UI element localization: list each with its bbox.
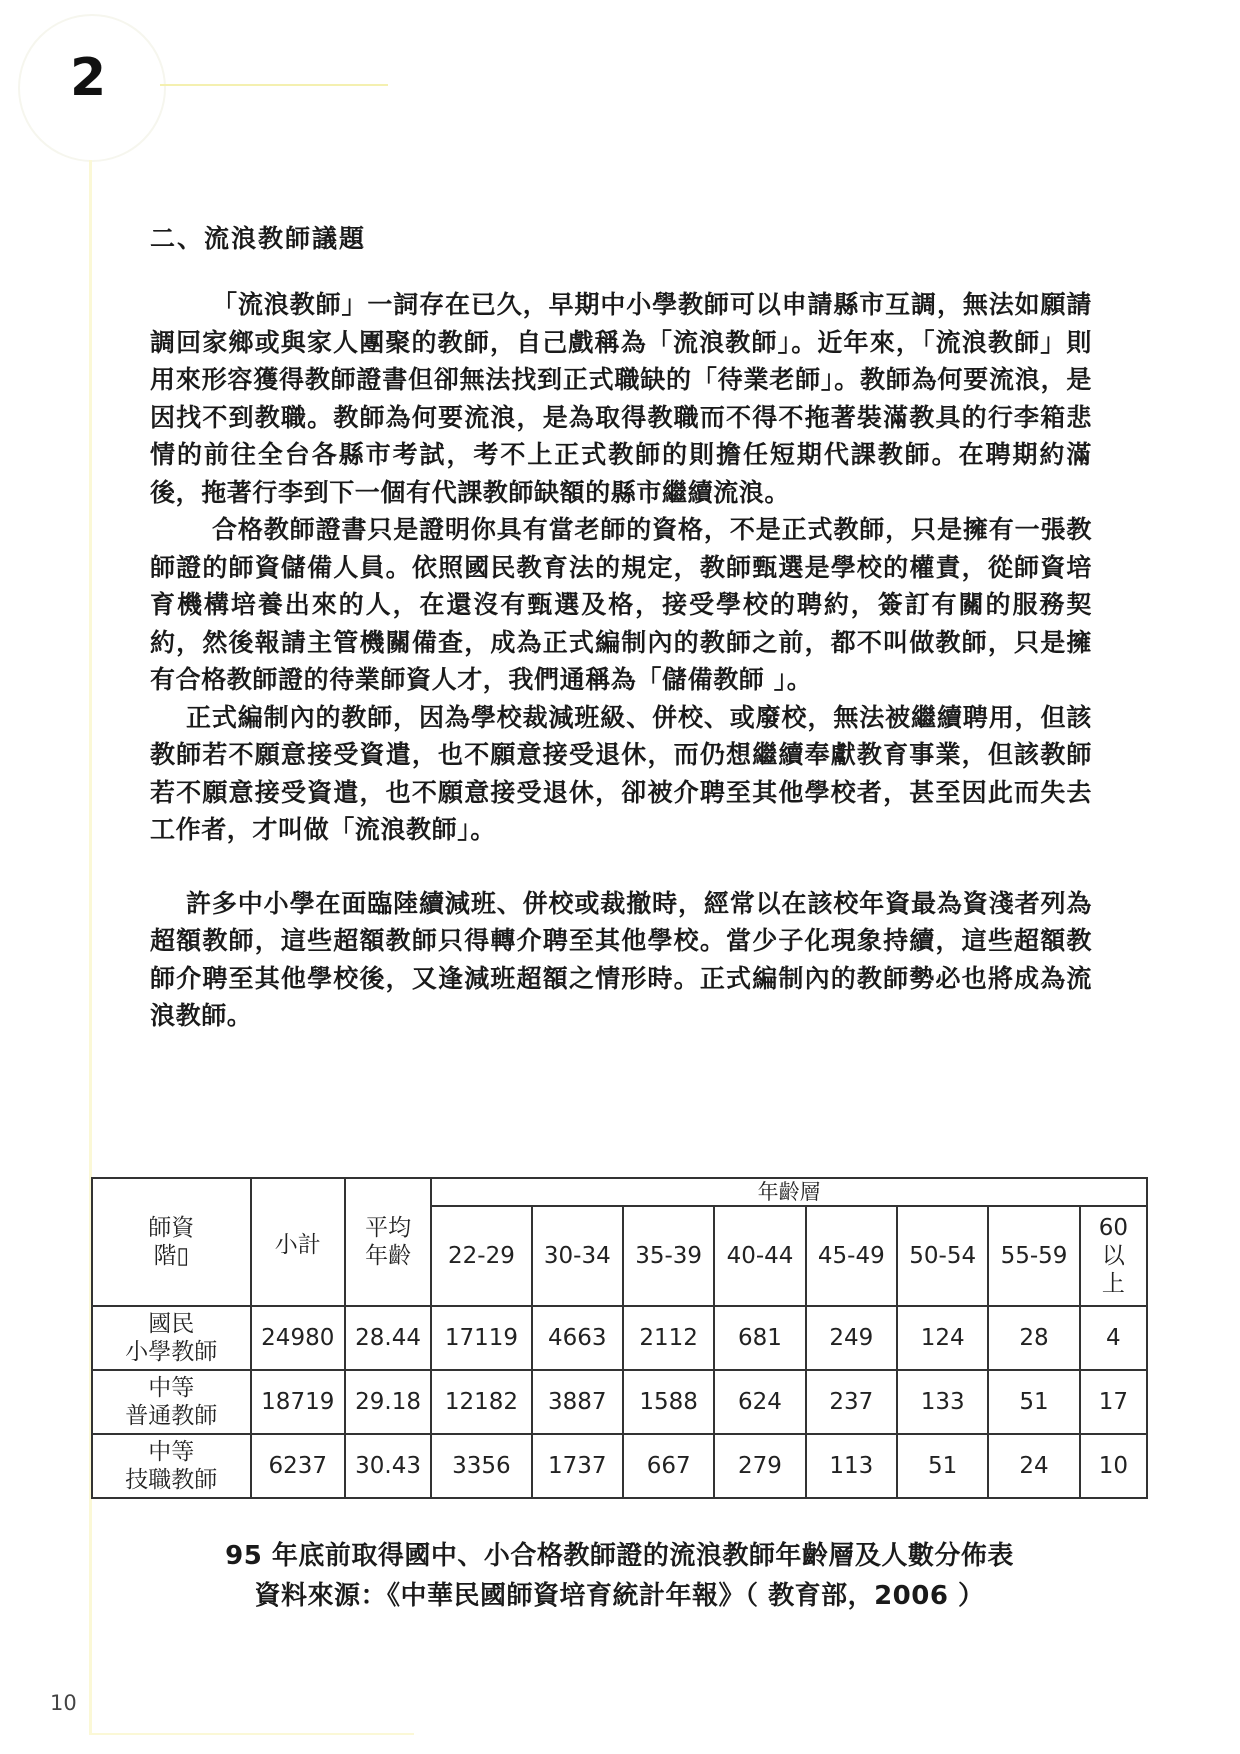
table-cell: 4 bbox=[1080, 1306, 1147, 1370]
table-cell: 249 bbox=[806, 1306, 897, 1370]
table-cell: 3356 bbox=[431, 1434, 531, 1498]
header-average-age-line1: 平均 bbox=[365, 1215, 412, 1241]
header-age-bin-60-plus-line2: 以 bbox=[1101, 1243, 1125, 1269]
row-label-line1: 中等 bbox=[148, 1439, 195, 1465]
header-rule bbox=[160, 84, 388, 86]
distribution-table-wrapper bbox=[91, 1177, 1148, 1499]
row-label bbox=[92, 1370, 251, 1434]
page-number: 10 bbox=[50, 1691, 77, 1715]
paragraph-1: 「流浪教師」一詞存在已久，早期中小學教師可以申請縣市互調，無法如願請調回家鄉或與家人團聚的教師，自己戲稱為「流浪教師」。近年來，「流浪教師」則用來形容獲得教師證書但卻無法找到正式職缺的「待業老師」。教師為何要流浪，是因找不到教職。教師為何要流浪，是為取得教職而不得不拖著裝滿教具的行李箱悲情的前往全台各縣市考試，考不上正式教師的則擔任短期代課教師。在聘期約滿後，拖著行李到下一個有代課教師缺額的縣市繼續流浪。 bbox=[150, 290, 1092, 507]
table-cell: 24980 bbox=[251, 1306, 345, 1370]
table-cell: 51 bbox=[988, 1370, 1079, 1434]
section-title: 二、流浪教師議題 bbox=[150, 224, 367, 253]
table-cell: 51 bbox=[897, 1434, 988, 1498]
header-teacher-level-line2: 階▯ bbox=[153, 1243, 190, 1269]
header-age-bin: 35-39 bbox=[623, 1206, 714, 1306]
header-teacher-level bbox=[92, 1178, 251, 1306]
row-label bbox=[92, 1434, 251, 1498]
header-average-age-line2: 年齡 bbox=[365, 1243, 412, 1269]
table-caption bbox=[91, 1536, 1148, 1616]
table-cell: 17119 bbox=[431, 1306, 531, 1370]
table-cell: 4663 bbox=[532, 1306, 623, 1370]
header-average-age bbox=[345, 1178, 431, 1306]
header-age-group: 年齡層 bbox=[431, 1178, 1147, 1206]
table-cell: 12182 bbox=[431, 1370, 531, 1434]
header-age-bin: 30-34 bbox=[532, 1206, 623, 1306]
row-label-line1: 中等 bbox=[148, 1375, 195, 1401]
header-age-bin: 50-54 bbox=[897, 1206, 988, 1306]
distribution-table bbox=[91, 1177, 1148, 1499]
article-body bbox=[150, 218, 1092, 1035]
table-cell: 667 bbox=[623, 1434, 714, 1498]
table-cell: 18719 bbox=[251, 1370, 345, 1434]
table-row bbox=[92, 1370, 1147, 1434]
header-subtotal: 小計 bbox=[251, 1178, 345, 1306]
table-cell: 30.43 bbox=[345, 1434, 431, 1498]
header-age-bin-60-plus bbox=[1080, 1206, 1147, 1306]
table-cell: 28 bbox=[988, 1306, 1079, 1370]
table-cell: 1588 bbox=[623, 1370, 714, 1434]
table-cell: 279 bbox=[714, 1434, 805, 1498]
table-cell: 17 bbox=[1080, 1370, 1147, 1434]
row-label-line2: 普通教師 bbox=[125, 1403, 218, 1429]
table-cell: 6237 bbox=[251, 1434, 345, 1498]
table-caption-title: 95 年底前取得國中、小合格教師證的流浪教師年齡層及人數分佈表 bbox=[225, 1541, 1014, 1571]
table-cell: 10 bbox=[1080, 1434, 1147, 1498]
header-teacher-level-line1: 師資 bbox=[148, 1215, 195, 1241]
table-cell: 29.18 bbox=[345, 1370, 431, 1434]
header-age-bin-60-plus-line3: 上 bbox=[1101, 1271, 1125, 1297]
table-cell: 237 bbox=[806, 1370, 897, 1434]
table-cell: 24 bbox=[988, 1434, 1079, 1498]
table-cell: 2112 bbox=[623, 1306, 714, 1370]
table-cell: 1737 bbox=[532, 1434, 623, 1498]
table-row bbox=[92, 1306, 1147, 1370]
table-caption-source: 資料來源：《中華民國師資培育統計年報》（ 教育部，2006 ） bbox=[254, 1581, 985, 1611]
row-label-line1: 國民 bbox=[148, 1311, 195, 1337]
header-age-bin: 40-44 bbox=[714, 1206, 805, 1306]
table-cell: 681 bbox=[714, 1306, 805, 1370]
header-age-bin: 55-59 bbox=[988, 1206, 1079, 1306]
table-cell: 28.44 bbox=[345, 1306, 431, 1370]
row-label-line2: 技職教師 bbox=[125, 1467, 218, 1493]
row-label bbox=[92, 1306, 251, 1370]
table-cell: 624 bbox=[714, 1370, 805, 1434]
table-cell: 124 bbox=[897, 1306, 988, 1370]
header-age-bin-60-plus-line1: 60 bbox=[1098, 1215, 1128, 1241]
chapter-number: 2 bbox=[70, 48, 107, 108]
header-age-bin: 45-49 bbox=[806, 1206, 897, 1306]
row-label-line2: 小學教師 bbox=[125, 1339, 218, 1365]
table-row bbox=[92, 1434, 1147, 1498]
table-cell: 3887 bbox=[532, 1370, 623, 1434]
header-age-bin: 22-29 bbox=[431, 1206, 531, 1306]
paragraph-4: 許多中小學在面臨陸續減班、併校或裁撤時，經常以在該校年資最為資淺者列為超額教師，這些超額教師只得轉介聘至其他學校。當少子化現象持續，這些超額教師介聘至其他學校後，又逢減班超額之情形時。正式編制內的教師勢必也將成為流浪教師。 bbox=[150, 888, 1092, 1030]
table-cell: 113 bbox=[806, 1434, 897, 1498]
paragraph-2: 合格教師證書只是證明你具有當老師的資格，不是正式教師，只是擁有一張教師證的師資儲備人員。依照國民教育法的規定，教師甄選是學校的權責，從師資培育機構培養出來的人，在還沒有甄選及格，接受學校的聘約，簽訂有關的服務契約，然後報請主管機關備查，成為正式編制內的教師之前，都不叫做教師，只是擁有合格教師證的待業師資人才，我們通稱為「儲備教師 」。 bbox=[150, 515, 1092, 694]
paragraph-3: 正式編制內的教師，因為學校裁減班級、併校、或廢校，無法被繼續聘用，但該教師若不願意接受資遣，也不願意接受退休，而仍想繼續奉獻教育事業，但該教師若不願意接受資遣，也不願意接受退休，卻被介聘至其他學校者，甚至因此而失去工作者，才叫做「流浪教師」。 bbox=[150, 702, 1092, 844]
footer-rule bbox=[89, 1733, 414, 1735]
table-cell: 133 bbox=[897, 1370, 988, 1434]
